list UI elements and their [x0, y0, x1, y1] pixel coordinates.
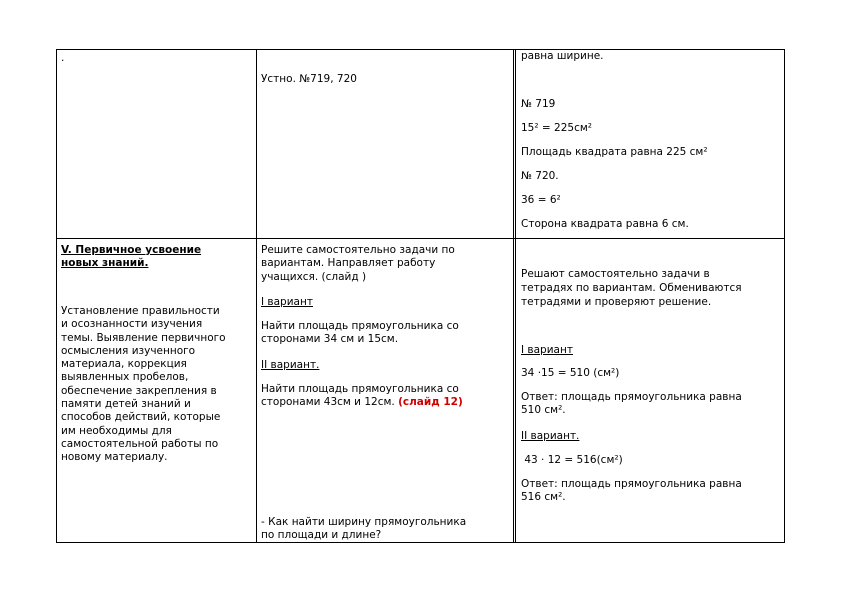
- task-719-calc: 15² = 225см²: [521, 122, 592, 134]
- variant1-task-line: Найти площадь прямоугольника со: [261, 320, 459, 332]
- goal-line: новому материалу.: [61, 451, 168, 464]
- table-border-right: [784, 49, 785, 543]
- task-720-number: № 720.: [521, 170, 559, 182]
- variant2-task-line: Найти площадь прямоугольника со: [261, 383, 459, 395]
- teacher-question: [261, 516, 466, 543]
- stage-title-line1: V. Первичное усвоение: [61, 244, 202, 256]
- goal-line: Установление правильности: [61, 305, 220, 317]
- variant2-task-line2: [261, 396, 463, 409]
- intro-line: вариантам. Направляет работу: [261, 257, 436, 270]
- stage-title-line2: новых знаний.: [61, 257, 149, 269]
- row2-right-cell: [516, 239, 784, 542]
- answer-line: 516 см².: [521, 491, 566, 504]
- variant1-label: I вариант: [261, 296, 313, 308]
- goal-line: памяти детей знаний и: [61, 398, 191, 411]
- teacher-intro: [261, 244, 455, 284]
- right-continued-line: равна ширине.: [521, 50, 604, 62]
- goal-line: и осознанности изучения: [61, 318, 203, 331]
- goal-line: им необходимы для: [61, 424, 172, 437]
- variant2-task-text: сторонами 43см и 12см.: [261, 396, 395, 409]
- row1-right-cell: [516, 50, 784, 238]
- activity-line: тетрадями и проверяют решение.: [521, 296, 712, 308]
- activity-line: тетрадях по вариантам. Обмениваются: [521, 282, 742, 294]
- goal-line: обеспечение закрепления в: [61, 384, 217, 397]
- answer-variant1-label: I вариант: [521, 344, 573, 356]
- question-line: по площади и длине?: [261, 529, 382, 542]
- activity-line: Решают самостоятельно задачи в: [521, 268, 710, 280]
- question-line: - Как найти ширину прямоугольника: [261, 516, 467, 528]
- answer-line: Ответ: площадь прямоугольника равна: [521, 391, 742, 403]
- task-719-number: № 719: [521, 98, 556, 110]
- row1-left-cell: [57, 50, 256, 238]
- stage-goal-text: [61, 305, 226, 465]
- row2-middle-cell: [257, 239, 513, 542]
- goal-line: самостоятельной работы по: [61, 437, 219, 450]
- task-719-answer: Площадь квадрата равна 225 см²: [521, 146, 708, 158]
- intro-line: учащихся. (слайд ): [261, 270, 367, 283]
- answer-variant1-calc: 34 ·15 = 510 (см²): [521, 367, 620, 379]
- answer-variant2-result: [521, 478, 742, 505]
- answer-variant1-result: [521, 391, 742, 418]
- variant1-task: [261, 320, 459, 347]
- answer-line: 510 см².: [521, 404, 566, 417]
- variant1-task-line: сторонами 34 см и 15см.: [261, 333, 399, 346]
- oral-task-text: Устно. №719, 720: [261, 73, 357, 85]
- goal-line: материала, коррекция: [61, 358, 187, 371]
- goal-line: темы. Выявление первичного: [61, 331, 226, 344]
- task-720-calc: 36 = 6²: [521, 194, 561, 206]
- table-divider-2: [513, 49, 514, 543]
- variant2-label: II вариант.: [261, 359, 320, 371]
- goal-line: выявленных пробелов,: [61, 371, 189, 384]
- row2-left-cell: [57, 239, 256, 542]
- task-720-answer: Сторона квадрата равна 6 см.: [521, 218, 689, 230]
- row1-middle-cell: [257, 50, 513, 238]
- goal-line: осмысления изученного: [61, 344, 196, 357]
- answer-variant2-label: II вариант.: [521, 430, 580, 442]
- row1-left-mark: .: [61, 52, 65, 64]
- student-activity: [521, 267, 742, 309]
- answer-variant2-calc: 43 · 12 = 516(см²): [521, 454, 623, 466]
- answer-line: Ответ: площадь прямоугольника равна: [521, 478, 742, 490]
- intro-line: Решите самостоятельно задачи по: [261, 244, 455, 256]
- variant2-task: [261, 383, 463, 410]
- goal-line: способов действий, которые: [61, 411, 221, 424]
- slide-reference: (слайд 12): [398, 396, 463, 409]
